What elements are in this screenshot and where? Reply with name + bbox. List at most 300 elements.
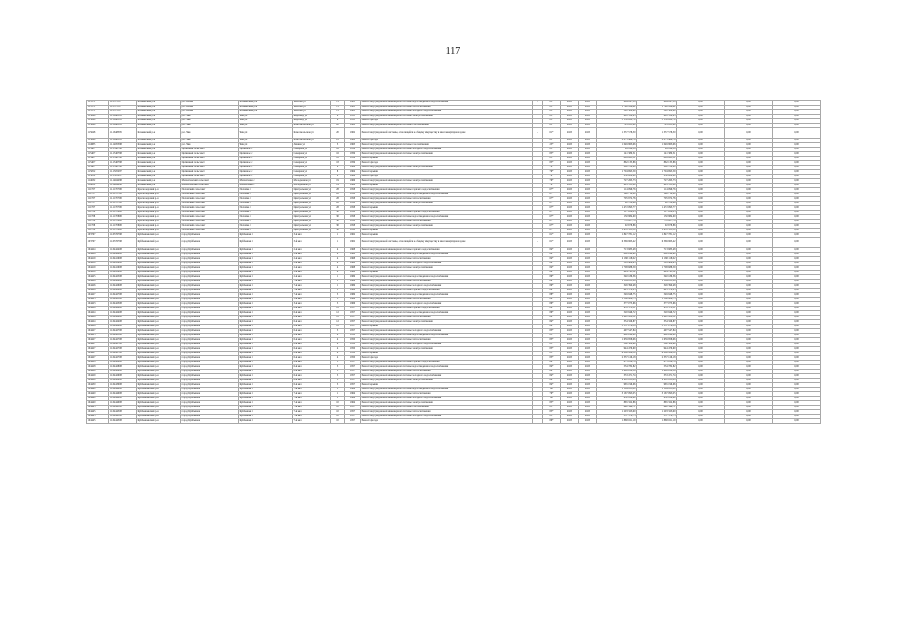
cell-id: 104424 bbox=[87, 315, 109, 320]
cell-cost-c: 0,00 bbox=[773, 228, 821, 233]
cell-district: Куйбышевский р-н bbox=[137, 419, 181, 424]
cell-cost-a: 0,00 bbox=[677, 147, 725, 152]
cell-wear: 61* bbox=[543, 128, 561, 139]
cell-cost-b: 0,00 bbox=[725, 174, 773, 179]
cell-start-year: 2025 bbox=[561, 383, 579, 388]
cell-work-type: Ремонт внутридомовой инженерной системы теплоснабжения bbox=[361, 257, 533, 262]
cell-end-year: 2025 bbox=[579, 297, 597, 302]
cell-house: 5 bbox=[331, 297, 345, 302]
cell-id: 114632 bbox=[87, 179, 109, 184]
cell-locality: Куйбышев г bbox=[239, 315, 293, 320]
cell-locality: Куйбышев г bbox=[239, 351, 293, 356]
cell-municipality: город Куйбышев bbox=[181, 324, 239, 329]
cell-house: 12 bbox=[331, 320, 345, 325]
cell-district: Куйбышевский р-н bbox=[137, 311, 181, 316]
cell-wear: 89* bbox=[543, 284, 561, 289]
cell-work-type: Ремонт внутридомовой инженерной системы водоотведения и водоснабжения bbox=[361, 387, 533, 392]
cell-cost-fund: 99 164,38 bbox=[637, 147, 677, 152]
cell-house: 4 bbox=[331, 351, 345, 356]
cell-house: 4 bbox=[331, 257, 345, 262]
cell-start-year: 2025 bbox=[561, 252, 579, 257]
cell-cost-c: 0,00 bbox=[773, 275, 821, 280]
cell-start-year: 2025 bbox=[561, 356, 579, 361]
cell-house: 4 bbox=[331, 333, 345, 338]
cell-cost-total: 150 884,00 bbox=[597, 215, 637, 220]
cell-wear: 67* bbox=[543, 197, 561, 202]
cell-street: 6-й квл bbox=[293, 365, 331, 370]
cell-code: 11.0442508 bbox=[109, 333, 137, 338]
cell-municipality: р.п. Чик bbox=[181, 143, 239, 148]
cell-work-type: Ремонт внутридомовой инженерной системы электроснабжения bbox=[361, 114, 533, 119]
cell-locality: Куйбышев г bbox=[239, 405, 293, 410]
cell-year: 1969 bbox=[345, 284, 361, 289]
cell-cost-a: 0,00 bbox=[677, 237, 725, 248]
cell-district: Куйбышевский р-н bbox=[137, 266, 181, 271]
cell-cost-c: 0,00 bbox=[773, 224, 821, 229]
cell-house: 10 bbox=[331, 405, 345, 410]
cell-municipality: город Куйбышев bbox=[181, 261, 239, 266]
cell-municipality: город Куйбышев bbox=[181, 257, 239, 262]
cell-house: 11 bbox=[331, 101, 345, 106]
table-body bbox=[87, 101, 821, 424]
cell-street: 2-й квл bbox=[293, 261, 331, 266]
cell-cost-b: 0,00 bbox=[725, 315, 773, 320]
cell-code: 11.1170708 bbox=[109, 201, 137, 206]
cell-cost-fund: 1 184 935,00 bbox=[637, 387, 677, 392]
cell-work-type: Ремонт внутридомовой инженерной системы холодного водоснабжения bbox=[361, 261, 533, 266]
cell-house: 1 bbox=[331, 387, 345, 392]
cell-locality: Куйбышев г bbox=[239, 302, 293, 307]
cell-house: 30 bbox=[331, 210, 345, 215]
cell-code: 11.1540798 bbox=[109, 165, 137, 170]
cell-municipality: город Куйбышев bbox=[181, 360, 239, 365]
cell-id: 104426 bbox=[87, 279, 109, 284]
cell-municipality: р.п. Чик bbox=[181, 123, 239, 128]
cell-start-year: 2025 bbox=[561, 210, 579, 215]
cell-start-year: 2025 bbox=[561, 311, 579, 316]
cell-cost-b: 0,00 bbox=[725, 123, 773, 128]
cell-house: 28 bbox=[331, 206, 345, 211]
cell-municipality: город Куйбышев bbox=[181, 378, 239, 383]
cell-cost-fund: 713 983,48 bbox=[637, 248, 677, 253]
cell-cost-fund: 400 290,00 bbox=[637, 333, 677, 338]
cell-locality: Куйбышев г bbox=[239, 270, 293, 275]
cell-cost-b: 0,00 bbox=[725, 143, 773, 148]
cell-work-type: Ремонт внутридомовой инженерной системы холодного водоснабжения bbox=[361, 374, 533, 379]
cell-cost-fund: 809 063,51 bbox=[637, 156, 677, 161]
cell-cost-fund: 1 746 414,92 bbox=[637, 105, 677, 110]
cell-municipality: город Куйбышев bbox=[181, 351, 239, 356]
cell-cost-total: 1 708 688,59 bbox=[597, 266, 637, 271]
cell-district: Куйбышевский р-н bbox=[137, 356, 181, 361]
cell-street: 6-й квл bbox=[293, 351, 331, 356]
cell-cost-total: 440 344,71 bbox=[597, 405, 637, 410]
cell-code: 11.1505287 bbox=[109, 170, 137, 175]
cell-cost-b: 0,00 bbox=[725, 270, 773, 275]
cell-cost-fund: 520 300,00 bbox=[637, 110, 677, 115]
cell-end-year: 2025 bbox=[579, 147, 597, 152]
cell-id: 104424 bbox=[87, 320, 109, 325]
cell-work-type: Ремонт внутридомовой инженерной системы электроснабжения bbox=[361, 224, 533, 229]
cell-municipality: город Куйбышев bbox=[181, 311, 239, 316]
cell-year: 1964 bbox=[345, 392, 361, 397]
cell-house: 4 bbox=[331, 342, 345, 347]
cell-locality: Целинное с bbox=[239, 170, 293, 175]
cell-house: 1 bbox=[331, 279, 345, 284]
cell-locality: Куйбышев г bbox=[239, 311, 293, 316]
cell-code: 11.1464288 bbox=[109, 183, 137, 188]
cell-house: 10 bbox=[331, 414, 345, 419]
cell-year: 1966 bbox=[345, 183, 361, 188]
cell-wear: 83* bbox=[543, 110, 561, 115]
cell-work-type: Ремонт внутридомовой инженерной системы водоотведения и водоснабжения bbox=[361, 333, 533, 338]
cell-code: 11.0441908 bbox=[109, 270, 137, 275]
cell-start-year: 2025 bbox=[561, 405, 579, 410]
cell-work-type: Ремонт внутридомовой инженерной системы газоснабжения bbox=[361, 405, 533, 410]
cell-end-year: 2025 bbox=[579, 170, 597, 175]
cell-id: 111708 bbox=[87, 228, 109, 233]
cell-street: Северная ул bbox=[293, 156, 331, 161]
cell-wear: 84* bbox=[543, 266, 561, 271]
cell-locality: Кочкинский р-н bbox=[239, 101, 293, 106]
cell-cost-total: 1 472 093,77 bbox=[597, 206, 637, 211]
cell-locality: Куйбышев г bbox=[239, 233, 293, 238]
cell-end-year: 2025 bbox=[579, 401, 597, 406]
cell-cost-total: 661 530,85 bbox=[597, 114, 637, 119]
cell-cost-a: 0,00 bbox=[677, 165, 725, 170]
cell-cost-c: 0,00 bbox=[773, 279, 821, 284]
cell-end-year: 2025 bbox=[579, 183, 597, 188]
cell-year: 1962 bbox=[345, 123, 361, 128]
cell-cost-b: 0,00 bbox=[725, 114, 773, 119]
cell-house: 5 bbox=[331, 369, 345, 374]
cell-year: 1969 bbox=[345, 293, 361, 298]
cell-locality: Полойка с bbox=[239, 210, 293, 215]
cell-code: 11.0442508 bbox=[109, 275, 137, 280]
cell-end-year: 2025 bbox=[579, 342, 597, 347]
cell-work-type: Ремонт внутридомовой инженерной системы электроснабжения bbox=[361, 152, 533, 157]
cell-house: 6 bbox=[331, 114, 345, 119]
cell-cost-a: 0,00 bbox=[677, 266, 725, 271]
cell-end-year: 2025 bbox=[579, 165, 597, 170]
cell-year: 1953 bbox=[345, 114, 361, 119]
cell-district: Краснозерский р-н bbox=[137, 192, 181, 197]
cell-street: Чкалова ул bbox=[293, 105, 331, 110]
cell-start-year: 2025 bbox=[561, 110, 579, 115]
cell-cost-a: 0,00 bbox=[677, 252, 725, 257]
cell-cost-c: 0,00 bbox=[773, 320, 821, 325]
cell-id: 111707 bbox=[87, 192, 109, 197]
cell-id: 115407 bbox=[87, 161, 109, 166]
cell-end-year: 2025 bbox=[579, 110, 597, 115]
cell-street: Кирзавод ул bbox=[293, 114, 331, 119]
cell-work-type: Ремонт внутридомовой инженерной системы водоотведения и водоснабжения bbox=[361, 252, 533, 257]
cell-municipality: р.п. Чик bbox=[181, 114, 239, 119]
cell-year: 1962 bbox=[345, 128, 361, 139]
cell-year: 1966 bbox=[345, 302, 361, 307]
cell-end-year: 2025 bbox=[579, 215, 597, 220]
cell-cost-total: 1 304 611,24 bbox=[597, 279, 637, 284]
cell-cost-a: 0,00 bbox=[677, 201, 725, 206]
cell-cost-total: 6 369 963,42 bbox=[597, 237, 637, 248]
cell-house: 20 bbox=[331, 123, 345, 128]
cell-cost-a: 0,00 bbox=[677, 369, 725, 374]
cell-cost-fund: 114 096,76 bbox=[637, 188, 677, 193]
cell-house: 16 bbox=[331, 147, 345, 152]
cell-cost-b: 0,00 bbox=[725, 152, 773, 157]
cell-locality: Полойка с bbox=[239, 219, 293, 224]
cell-work-type: Ремонт внутридомовой инженерной системы газоснабжения bbox=[361, 123, 533, 128]
table-row bbox=[87, 419, 821, 424]
cell-cost-total: 624 745,52 bbox=[597, 270, 637, 275]
cell-municipality: Целинный сельсовет bbox=[181, 170, 239, 175]
cell-cost-b: 0,00 bbox=[725, 275, 773, 280]
cell-house: 28 bbox=[331, 201, 345, 206]
cell-end-year: 2025 bbox=[579, 156, 597, 161]
cell-wear: 89* bbox=[543, 275, 561, 280]
cell-street: Центральная ул bbox=[293, 210, 331, 215]
cell-id: 114885 bbox=[87, 143, 109, 148]
cell-cost-total: 520 946,72 bbox=[597, 311, 637, 316]
cell-code: 11.0441908 bbox=[109, 261, 137, 266]
cell-year: 1958 bbox=[345, 197, 361, 202]
cell-cost-fund: 4 088 434,59 bbox=[637, 351, 677, 356]
cell-cost-a: 0,00 bbox=[677, 396, 725, 401]
cell-cost-a: 0,00 bbox=[677, 338, 725, 343]
cell-street: 7-й квл bbox=[293, 410, 331, 415]
cell-cost-c: 0,00 bbox=[773, 378, 821, 383]
cell-municipality: город Куйбышев bbox=[181, 302, 239, 307]
cell-street: 7-й квл bbox=[293, 392, 331, 397]
cell-wear: 86* bbox=[543, 306, 561, 311]
cell-cost-total: 141 380,51 bbox=[597, 152, 637, 157]
cell-id: 104427 bbox=[87, 338, 109, 343]
cell-cost-a: 0,00 bbox=[677, 105, 725, 110]
cell-municipality: город Куйбышев bbox=[181, 410, 239, 415]
cell-mark bbox=[533, 419, 543, 424]
cell-wear: 83* bbox=[543, 329, 561, 334]
cell-cost-b: 0,00 bbox=[725, 405, 773, 410]
cell-cost-a: 0,00 bbox=[677, 401, 725, 406]
cell-cost-fund: 5 158 622,79 bbox=[637, 119, 677, 124]
cell-municipality: Полойский сельсовет bbox=[181, 192, 239, 197]
cell-street: 6-й квл bbox=[293, 356, 331, 361]
cell-cost-c: 0,00 bbox=[773, 419, 821, 424]
cell-locality: Куйбышев г bbox=[239, 284, 293, 289]
cell-cost-b: 0,00 bbox=[725, 192, 773, 197]
cell-code: 11.0442408 bbox=[109, 248, 137, 253]
cell-cost-c: 0,00 bbox=[773, 401, 821, 406]
cell-cost-b: 0,00 bbox=[725, 414, 773, 419]
cell-locality: Куйбышев г bbox=[239, 261, 293, 266]
cell-id: 111707 bbox=[87, 197, 109, 202]
cell-id: 104445 bbox=[87, 405, 109, 410]
cell-code: 11.1648385 bbox=[109, 128, 137, 139]
cell-end-year: 2025 bbox=[579, 414, 597, 419]
cell-municipality: р.п. Кочки bbox=[181, 105, 239, 110]
cell-code: 11.0442408 bbox=[109, 311, 137, 316]
cell-work-type: Ремонт внутридомовой инженерной системы электроснабжения bbox=[361, 401, 533, 406]
cell-code: 11.0442908 bbox=[109, 369, 137, 374]
cell-work-type: Ремонт внутридомовой инженерной системы холодного водоснабжения bbox=[361, 414, 533, 419]
cell-wear: 83* bbox=[543, 342, 561, 347]
cell-cost-a: 0,00 bbox=[677, 410, 725, 415]
cell-start-year: 2025 bbox=[561, 257, 579, 262]
cell-mark: - bbox=[533, 101, 543, 106]
cell-house: 5 bbox=[331, 329, 345, 334]
cell-cost-total: 5 537 078,38 bbox=[597, 324, 637, 329]
cell-house: 23 bbox=[331, 138, 345, 143]
cell-work-type: Ремонт фасада bbox=[361, 119, 533, 124]
cell-wear: 84* bbox=[543, 374, 561, 379]
cell-id: 104425 bbox=[87, 333, 109, 338]
cell-code: 11.0442708 bbox=[109, 342, 137, 347]
cell-cost-c: 0,00 bbox=[773, 138, 821, 143]
cell-street: 7-й квл bbox=[293, 387, 331, 392]
cell-wear: 67* bbox=[543, 215, 561, 220]
cell-street: 6-й квл bbox=[293, 329, 331, 334]
cell-cost-fund: 944 476,90 bbox=[637, 347, 677, 352]
cell-street: Центральная ул bbox=[293, 201, 331, 206]
cell-cost-c: 0,00 bbox=[773, 248, 821, 253]
cell-locality: Целинное с bbox=[239, 152, 293, 157]
cell-locality: Куйбышев г bbox=[239, 387, 293, 392]
cell-street: 3-й квл bbox=[293, 297, 331, 302]
cell-work-type: Ремонт внутридомовой инженерной системы теплоснабжения bbox=[361, 219, 533, 224]
cell-cost-total: 1 847 781,12 bbox=[597, 233, 637, 238]
cell-cost-b: 0,00 bbox=[725, 248, 773, 253]
cell-wear: 84* bbox=[543, 360, 561, 365]
cell-municipality: Целинный сельсовет bbox=[181, 161, 239, 166]
cell-locality: Куйбышев г bbox=[239, 383, 293, 388]
cell-street: 6-й квл bbox=[293, 347, 331, 352]
cell-start-year: 2025 bbox=[561, 410, 579, 415]
cell-wear: 89* bbox=[543, 288, 561, 293]
cell-district: Краснозерский р-н bbox=[137, 206, 181, 211]
cell-cost-fund: 2 337 126,18 bbox=[637, 356, 677, 361]
cell-district: Куйбышевский р-н bbox=[137, 365, 181, 370]
cell-id: 104426 bbox=[87, 288, 109, 293]
cell-wear: 67* bbox=[543, 201, 561, 206]
cell-wear: 88* bbox=[543, 293, 561, 298]
cell-house: 12 bbox=[331, 324, 345, 329]
cell-locality: Куйбышев г bbox=[239, 279, 293, 284]
cell-cost-fund: 727 263,73 bbox=[637, 179, 677, 184]
cell-cost-a: 0,00 bbox=[677, 138, 725, 143]
cell-locality: Целинное с bbox=[239, 156, 293, 161]
cell-start-year: 2025 bbox=[561, 378, 579, 383]
cell-cost-a: 0,00 bbox=[677, 387, 725, 392]
cell-year: 1957 bbox=[345, 405, 361, 410]
cell-locality: Куйбышев г bbox=[239, 324, 293, 329]
cell-cost-fund: 362 580,99 bbox=[637, 342, 677, 347]
cell-cost-fund: 664 047,18 bbox=[637, 101, 677, 106]
cell-street: Молодежная ул bbox=[293, 179, 331, 184]
cell-cost-fund: 751 007,78 bbox=[637, 219, 677, 224]
cell-cost-fund: 250 000,00 bbox=[637, 174, 677, 179]
cell-house: 1 bbox=[331, 396, 345, 401]
cell-cost-b: 0,00 bbox=[725, 369, 773, 374]
cell-street: 3-й квл bbox=[293, 237, 331, 248]
cell-cost-total: 1 431 353,50 bbox=[597, 228, 637, 233]
cell-work-type: Ремонт внутридомовой инженерной системы теплоснабжения bbox=[361, 297, 533, 302]
cell-district: Куйбышевский р-н bbox=[137, 383, 181, 388]
cell-id: 103767 bbox=[87, 237, 109, 248]
cell-cost-total: 1 868 021,19 bbox=[597, 419, 637, 424]
cell-cost-a: 0,00 bbox=[677, 206, 725, 211]
cell-street: 6-й квл bbox=[293, 374, 331, 379]
cell-code: 11.0442908 bbox=[109, 378, 137, 383]
cell-cost-c: 0,00 bbox=[773, 365, 821, 370]
cell-cost-total: 1 357 578,30 bbox=[597, 128, 637, 139]
cell-municipality: р.п. Чик bbox=[181, 138, 239, 143]
cell-cost-b: 0,00 bbox=[725, 101, 773, 106]
cell-locality: Куйбышев г bbox=[239, 414, 293, 419]
cell-code: 11.0444508 bbox=[109, 405, 137, 410]
cell-municipality: город Куйбышев bbox=[181, 284, 239, 289]
cell-cost-fund: 793 935,80 bbox=[637, 123, 677, 128]
cell-house: 18 bbox=[331, 161, 345, 166]
cell-cost-b: 0,00 bbox=[725, 351, 773, 356]
cell-municipality: город Куйбышев bbox=[181, 270, 239, 275]
cell-municipality: Целинный сельсовет bbox=[181, 156, 239, 161]
cell-cost-total: 400 290,00 bbox=[597, 333, 637, 338]
cell-code: 11.1505287 bbox=[109, 174, 137, 179]
cell-locality: Куйбышев г bbox=[239, 342, 293, 347]
cell-cost-a: 0,00 bbox=[677, 275, 725, 280]
cell-municipality: город Куйбышев bbox=[181, 396, 239, 401]
cell-house: 5 bbox=[331, 360, 345, 365]
cell-municipality: город Куйбышев bbox=[181, 275, 239, 280]
cell-start-year: 2025 bbox=[561, 138, 579, 143]
cell-cost-fund: 1 708 688,59 bbox=[637, 266, 677, 271]
cell-district: Куйбышевский р-н bbox=[137, 288, 181, 293]
cell-cost-b: 0,00 bbox=[725, 365, 773, 370]
cell-work-type: Ремонт внутридомовой инженерной системы теплоснабжения bbox=[361, 338, 533, 343]
cell-cost-a: 0,00 bbox=[677, 188, 725, 193]
cell-cost-c: 0,00 bbox=[773, 128, 821, 139]
cell-wear: 84* bbox=[543, 324, 561, 329]
cell-street: 2-й квл bbox=[293, 275, 331, 280]
cell-district: Кочкинский р-н bbox=[137, 114, 181, 119]
cell-id: 115052 bbox=[87, 170, 109, 175]
cell-cost-fund: 1 868 021,19 bbox=[637, 419, 677, 424]
cell-cost-b: 0,00 bbox=[725, 410, 773, 415]
cell-cost-a: 0,00 bbox=[677, 183, 725, 188]
cell-year: 1957 bbox=[345, 315, 361, 320]
cell-end-year: 2025 bbox=[579, 302, 597, 307]
cell-id: 104427 bbox=[87, 342, 109, 347]
cell-district: Кочкинский р-н bbox=[137, 183, 181, 188]
cell-year: 1957 bbox=[345, 419, 361, 424]
cell-district: Куйбышевский р-н bbox=[137, 248, 181, 253]
cell-house: 4 bbox=[331, 356, 345, 361]
cell-cost-total: 713 983,48 bbox=[597, 248, 637, 253]
cell-end-year: 2025 bbox=[579, 396, 597, 401]
cell-cost-b: 0,00 bbox=[725, 401, 773, 406]
cell-start-year: 2025 bbox=[561, 215, 579, 220]
cell-house: 1 bbox=[331, 284, 345, 289]
cell-year: 1958 bbox=[345, 201, 361, 206]
cell-wear: 86* bbox=[543, 302, 561, 307]
cell-id: 104440 bbox=[87, 401, 109, 406]
cell-wear: 86* bbox=[543, 419, 561, 424]
cell-cost-c: 0,00 bbox=[773, 233, 821, 238]
cell-cost-c: 0,00 bbox=[773, 179, 821, 184]
cell-locality: Целинное с bbox=[239, 165, 293, 170]
page-number: 117 bbox=[445, 46, 461, 57]
cell-cost-b: 0,00 bbox=[725, 197, 773, 202]
